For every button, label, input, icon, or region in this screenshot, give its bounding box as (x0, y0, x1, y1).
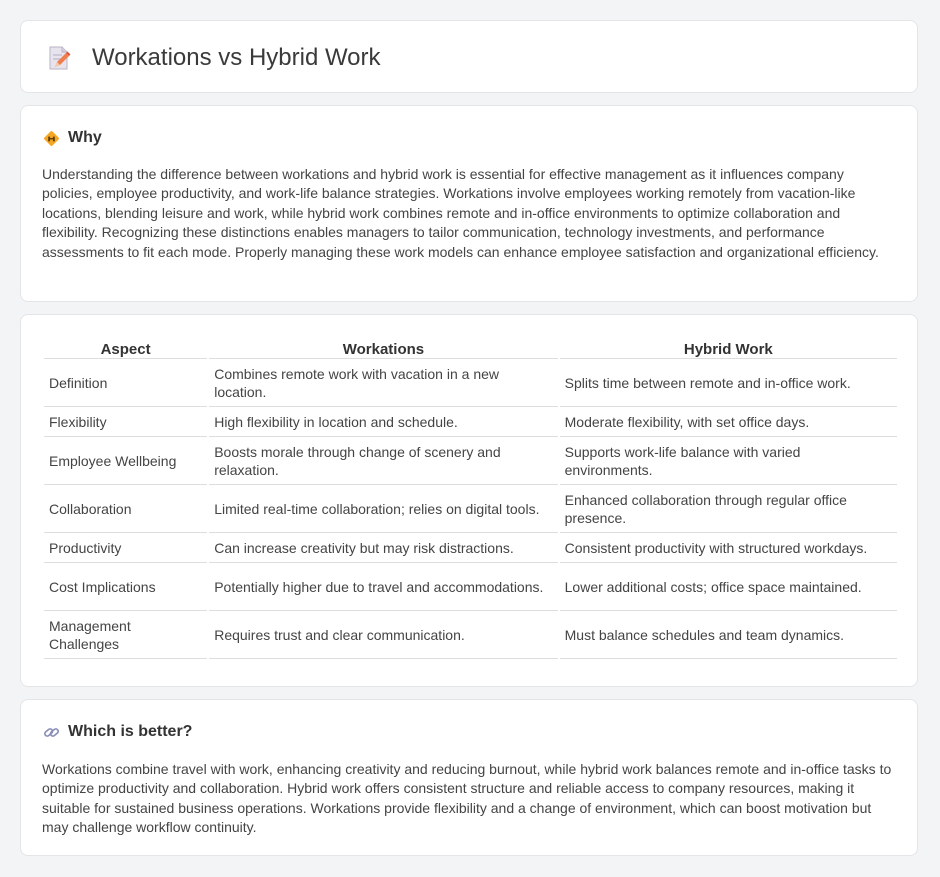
why-section (20, 105, 918, 302)
table-cell: Splits time between remote and in-office work. (560, 359, 897, 407)
table-cell: Employee Wellbeing (44, 437, 207, 485)
which-is-better-section (20, 699, 918, 856)
table-row (44, 611, 897, 659)
why-heading: Why (68, 129, 102, 146)
page-title: Workations vs Hybrid Work (92, 44, 381, 71)
table-cell: Enhanced collaboration through regular office presence. (560, 485, 897, 533)
table-row (44, 485, 897, 533)
better-heading-row (43, 721, 192, 743)
why-heading-row (43, 127, 102, 149)
table-cell: Definition (44, 359, 207, 407)
column-header-hybrid-work: Hybrid Work (560, 337, 897, 359)
better-heading: Which is better? (68, 723, 193, 740)
table-row (44, 563, 897, 611)
table-cell: Collaboration (44, 485, 207, 533)
comparison-table (42, 337, 899, 659)
column-header-workations: Workations (209, 337, 557, 359)
column-header-aspect: Aspect (44, 337, 207, 359)
link-icon (43, 724, 60, 741)
table-row (44, 407, 897, 437)
better-text: Workations combine travel with work, enhancing creativity and reducing burnout, while hybrid work balances remote and in-office tasks to optimize productivity and collaboration. Hybrid work offers consistent structure and reliable access to company resources, making it suitable for sustained business operations. Workations provide flexibility and a change of environment, which can boost motivation but may challenge workflow continuity. (42, 761, 892, 836)
table-row (44, 359, 897, 407)
table-cell: High flexibility in location and schedule. (209, 407, 557, 437)
table-cell: Limited real-time collaboration; relies on digital tools. (209, 485, 557, 533)
table-cell: Boosts morale through change of scenery and relaxation. (209, 437, 557, 485)
table-cell: Flexibility (44, 407, 207, 437)
table-cell: Combines remote work with vacation in a new location. (209, 359, 557, 407)
table-cell: Moderate flexibility, with set office days. (560, 407, 897, 437)
table-cell: Cost Implications (44, 563, 207, 611)
table-row (44, 533, 897, 563)
table-cell: Productivity (44, 533, 207, 563)
table-cell: Requires trust and clear communication. (209, 611, 557, 659)
table-header-row (44, 337, 897, 359)
table-cell: Must balance schedules and team dynamics. (560, 611, 897, 659)
header-card (20, 20, 918, 93)
table-cell: Lower additional costs; office space maintained. (560, 563, 897, 611)
comparison-section (20, 314, 918, 687)
table-cell: Can increase creativity but may risk distractions. (209, 533, 557, 563)
diamond-sign-icon (43, 130, 60, 147)
document-pencil-icon (47, 45, 71, 71)
table-cell: Supports work-life balance with varied environments. (560, 437, 897, 485)
table-cell: Management Challenges (44, 611, 207, 659)
table-row (44, 437, 897, 485)
table-cell: Consistent productivity with structured workdays. (560, 533, 897, 563)
table-cell: Potentially higher due to travel and accommodations. (209, 563, 557, 611)
why-text: Understanding the difference between workations and hybrid work is essential for effective management as it influences company policies, employee productivity, and work-life balance strategies. Workations involve employees working remotely from vacation-like locations, blending leisure and work, while hybrid work combines remote and in-office environments to optimize collaboration and flexibility. Recognizing these distinctions enables managers to tailor communication, technology investments, and performance assessments to fit each mode. Properly managing these work models can enhance employee satisfaction and organizational efficiency. (42, 166, 879, 260)
